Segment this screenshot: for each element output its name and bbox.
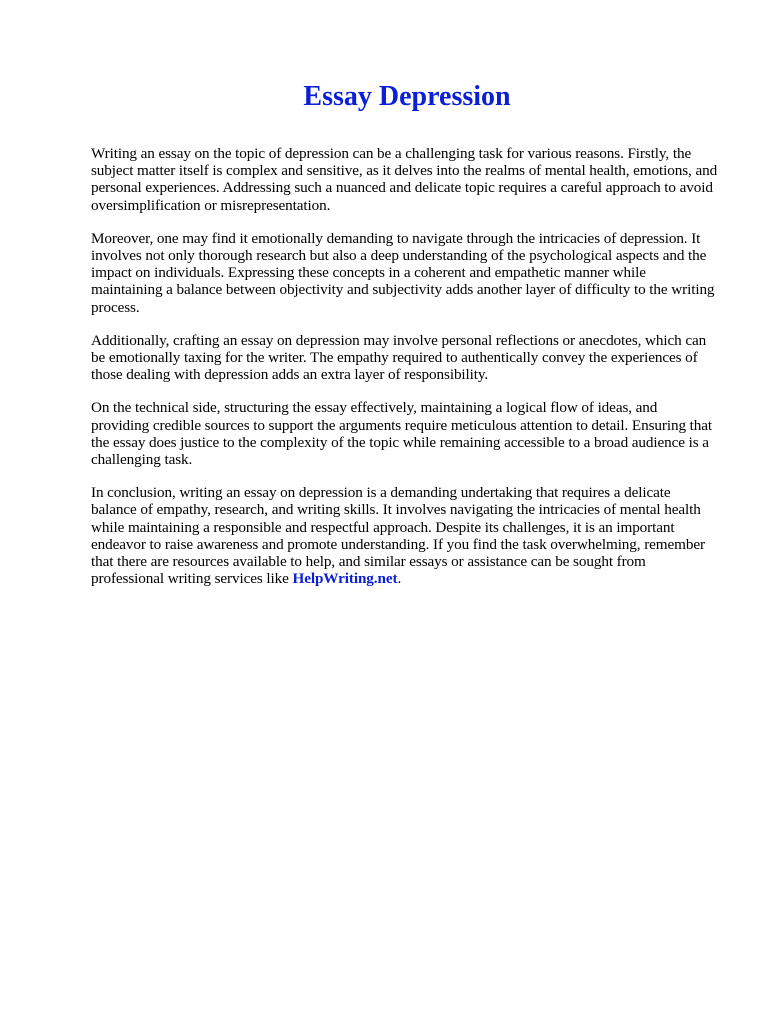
paragraph-2: Moreover, one may find it emotionally demanding to navigate through the intricacies of depression. It involves not only thorough research but also a deep understanding of the psychological aspects and the impact on individuals. Expressing these concepts in a coherent and empathetic manner while maintaining a balance between objectivity and subjectivity adds another layer of difficulty to the writing process.	[91, 229, 715, 316]
helpwriting-link[interactable]: HelpWriting.net	[292, 570, 398, 588]
paragraph-5-trailing: .	[397, 570, 402, 588]
paragraph-1: Writing an essay on the topic of depression can be a challenging task for various reasons. Firstly, the subject matter itself is complex and sensitive, as it delves into the realms of mental health, emotions, and personal experiences. Addressing such a nuanced and delicate topic requires a careful approach to avoid oversimplification or misrepresentation.	[91, 145, 718, 214]
paragraph-3: Additionally, crafting an essay on depression may involve personal reflections or anecdotes, which can be emotionally taxing for the writer. The empathy required to authentically convey the experiences of those dealing with depression adds an extra layer of responsibility.	[91, 331, 707, 384]
page-title: Essay Depression	[303, 81, 511, 112]
paragraph-5-text: In conclusion, writing an essay on depression is a demanding undertaking that requires a delicate balance of empathy, research, and writing skills. It involves navigating the intricacies of mental health while maintaining a responsible and respectful approach. Despite its challenges, it is an important endeavor to raise awareness and promote understanding. If you find the task overwhelming, remember that there are resources available to help, and similar essays or assistance can be sought from professional writing services like	[91, 484, 705, 588]
paragraph-5	[91, 484, 719, 587]
paragraph-4: On the technical side, structuring the essay effectively, maintaining a logical flow of ideas, and providing credible sources to support the arguments require meticulous attention to detail. Ensuring that the essay does justice to the complexity of the topic while remaining accessible to a broad audience is a challenging task.	[91, 399, 713, 469]
essay-body	[91, 145, 719, 603]
